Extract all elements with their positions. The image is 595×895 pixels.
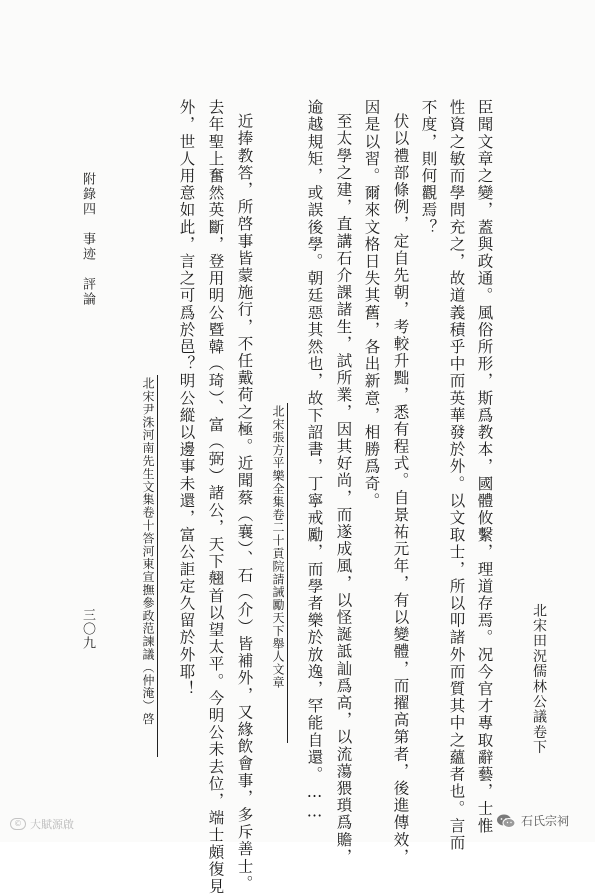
text-column-9: 去年聖上奮然英斷，登用明公暨韓（琦）、富（弼）諸公，天下翹首以望太平。今明公未去位，端士頗復見 xyxy=(206,99,225,895)
watermark-left xyxy=(10,816,74,832)
source-citation-1: 北宋張方平樂全集卷二十貢院請誡勵天下舉人文章 xyxy=(271,405,285,689)
wechat-icon xyxy=(496,813,516,829)
watermark-left-text: 大賦源啟 xyxy=(30,818,74,831)
text-column-1: 臣聞文章之變，蓋與政通。風俗所形，斯爲教本，國體攸繫，理道存焉。况今官才專取辭藝，士惟 xyxy=(475,99,494,835)
text-column-3: 不度，則何觀焉？ xyxy=(419,99,438,236)
text-column-8: 近捧教答，所啓事皆蒙施行，不任戴荷之極。近聞蔡（襄）、石（介）皆補外，又緣飲會事，多斥善士。 xyxy=(235,113,254,892)
text-column-2: 性資之敏而學問充之，故道義積乎中而英華發於外。以文取士，所以叩諸外而質其中之蘊者也。言而 xyxy=(447,99,466,852)
source-rule-2 xyxy=(157,375,158,757)
watermark-right-text: 石氏宗祠 xyxy=(521,814,570,828)
text-column-10: 外，世人用意如此，言之可爲於邑？明公縱以邊事未還，富公詎定久留於外耶！ xyxy=(177,99,196,698)
source-citation-2: 北宋尹洙河南先生文集卷十答河東宣撫參政范諫議（仲淹）啓 xyxy=(141,377,155,726)
page-number: 三〇九 xyxy=(80,608,95,650)
text-column-6: 至太學之建，直講石介課諸生，試所業，因其好尚，而遂成風，以怪誕詆訕爲高，以流蕩猥瑣爲贍， xyxy=(334,113,353,866)
copyright-badge-icon: © xyxy=(10,818,26,830)
text-column-7: 逾越規矩，或誤後學。朝廷惡其然也，故下詔書，丁寧戒勵，而學者樂於放逸，罕能自還。…… xyxy=(305,99,324,823)
source-rule-1 xyxy=(287,403,288,743)
watermark-right xyxy=(496,812,569,829)
section-title: 北宋田況儒林公議卷下 xyxy=(531,603,547,755)
text-column-5: 因是以習。爾來文格日失其舊，各出新意，相勝爲奇。 xyxy=(362,99,381,510)
text-column-4: 伏以禮部條例，定自先朝，考較升黜，悉有程式。自景祐元年，有以變體，而擢高第者，後進傳效， xyxy=(391,113,410,866)
folio-label: 附錄四 事迹 評論 xyxy=(80,172,95,307)
